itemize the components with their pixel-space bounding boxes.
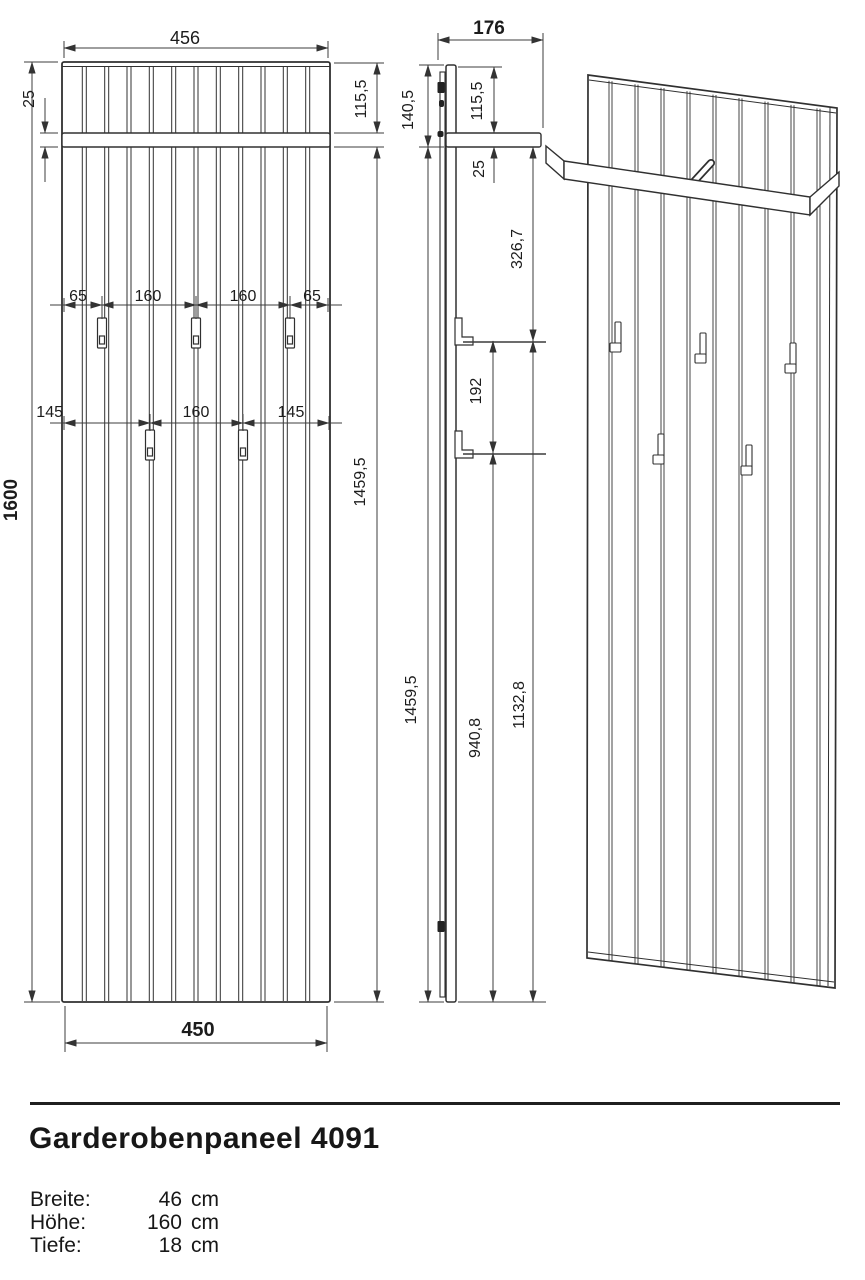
separator-line bbox=[30, 1102, 840, 1105]
front-view bbox=[62, 62, 330, 1002]
spec-unit: cm bbox=[191, 1234, 219, 1257]
spec-list bbox=[30, 1188, 219, 1257]
dim-front-height-total: 1600 bbox=[1, 478, 22, 522]
dim-front-width-top: 456 bbox=[169, 28, 201, 48]
dim-side-hook1-to-hook2: 192 bbox=[468, 377, 485, 405]
dim-row2-seg1: 160 bbox=[182, 404, 210, 421]
side-hook-1 bbox=[455, 318, 473, 345]
dim-front-rail-top-offset: 115,5 bbox=[353, 79, 370, 119]
dim-side-top-to-rail-bottom: 140,5 bbox=[400, 89, 417, 131]
dim-side-rail-top-offset: 115,5 bbox=[469, 81, 486, 121]
spec-label: Höhe: bbox=[30, 1211, 87, 1234]
dim-side-depth: 176 bbox=[473, 18, 505, 39]
dim-row1-seg0: 65 bbox=[69, 288, 87, 305]
spec-row-tiefe bbox=[30, 1234, 219, 1257]
spec-unit: cm bbox=[191, 1188, 219, 1211]
spec-label: Breite: bbox=[30, 1188, 91, 1211]
dim-row2-seg2: 145 bbox=[277, 404, 305, 421]
spec-row-hoehe bbox=[30, 1211, 219, 1234]
dim-front-below-rail: 1459,5 bbox=[352, 457, 369, 507]
product-title: Garderobenpaneel 4091 bbox=[29, 1122, 380, 1155]
dim-front-width-bottom: 450 bbox=[181, 1019, 215, 1041]
dim-row1-seg3: 65 bbox=[303, 288, 321, 305]
dim-side-hook1-to-bottom: 1132,8 bbox=[511, 681, 528, 729]
side-panel-outline bbox=[446, 65, 456, 1002]
dim-side-rail-height: 25 bbox=[471, 160, 488, 178]
dim-row2-seg0: 145 bbox=[36, 404, 63, 421]
spec-value: 46 bbox=[158, 1188, 182, 1211]
spec-unit: cm bbox=[191, 1211, 219, 1234]
spec-row-breite bbox=[30, 1188, 219, 1211]
dim-side-below-rail: 1459,5 bbox=[403, 675, 420, 725]
spec-value: 18 bbox=[158, 1234, 182, 1257]
side-wall-bar bbox=[440, 72, 445, 997]
spec-label: Tiefe: bbox=[30, 1234, 82, 1257]
side-rail bbox=[446, 133, 541, 147]
front-panel-outline bbox=[62, 62, 330, 1002]
dim-front-rail-height: 25 bbox=[21, 90, 38, 108]
dim-side-rail-to-hook1: 326,7 bbox=[509, 228, 526, 270]
spec-value: 160 bbox=[146, 1211, 182, 1234]
dim-side-hook2-to-bottom: 940,8 bbox=[467, 717, 484, 759]
front-rail bbox=[62, 133, 330, 147]
side-view bbox=[438, 65, 542, 1002]
dim-row1-seg2: 160 bbox=[229, 288, 257, 305]
dim-row1-seg1: 160 bbox=[134, 288, 162, 305]
perspective-view bbox=[546, 75, 839, 988]
